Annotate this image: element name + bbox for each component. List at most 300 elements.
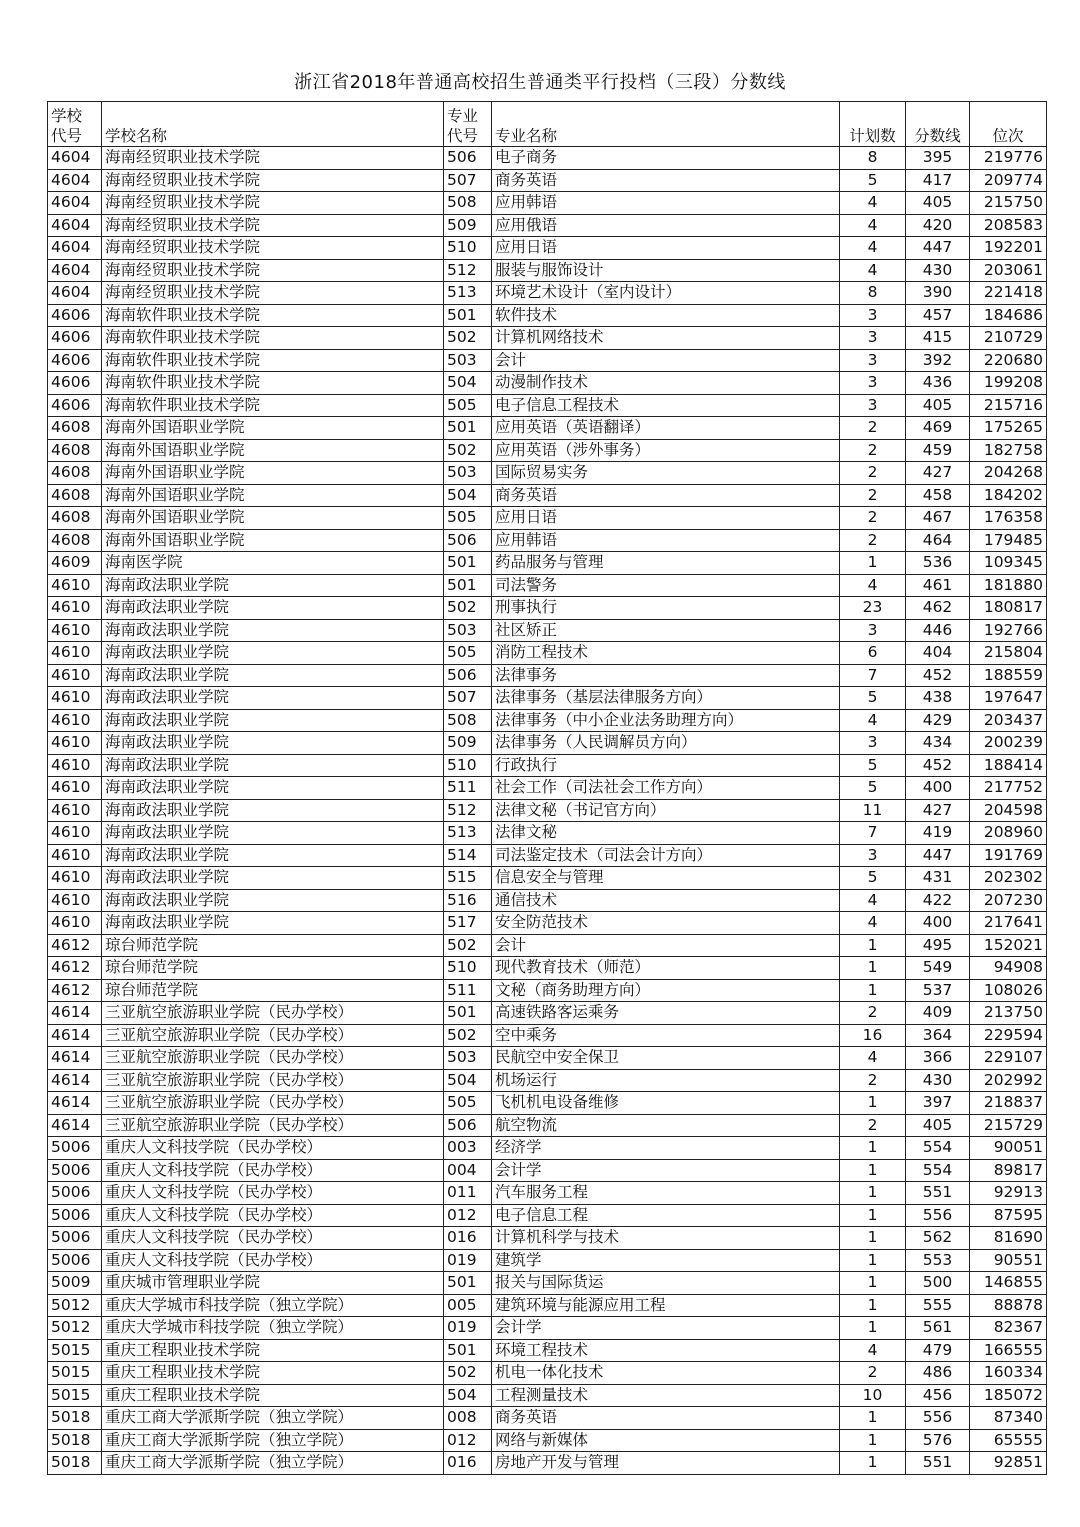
cell-score: 576 (906, 1429, 970, 1452)
cell-plan: 11 (840, 799, 906, 822)
table-row (48, 1317, 1047, 1340)
table-row (48, 394, 1047, 417)
cell-major-code: 506 (444, 1114, 492, 1137)
table-row (48, 844, 1047, 867)
cell-score: 405 (906, 192, 970, 215)
table-row (48, 979, 1047, 1002)
cell-score: 462 (906, 597, 970, 620)
cell-score: 486 (906, 1362, 970, 1385)
cell-rank: 191769 (970, 844, 1047, 867)
cell-rank: 217752 (970, 777, 1047, 800)
cell-rank: 210729 (970, 327, 1047, 350)
cell-major-name: 行政执行 (492, 754, 840, 777)
cell-school-code: 4610 (48, 619, 102, 642)
cell-school-code: 4610 (48, 822, 102, 845)
cell-school-code: 4606 (48, 394, 102, 417)
cell-major-code: 509 (444, 732, 492, 755)
cell-school-code: 4610 (48, 889, 102, 912)
table-row (48, 1204, 1047, 1227)
cell-major-code: 507 (444, 169, 492, 192)
cell-major-code: 511 (444, 979, 492, 1002)
cell-major-name: 文秘（商务助理方向） (492, 979, 840, 1002)
cell-rank: 87595 (970, 1204, 1047, 1227)
cell-major-code: 501 (444, 417, 492, 440)
cell-plan: 3 (840, 844, 906, 867)
table-row (48, 1407, 1047, 1430)
table-row (48, 282, 1047, 305)
cell-plan: 1 (840, 1452, 906, 1475)
cell-school-code: 4610 (48, 844, 102, 867)
cell-rank: 204268 (970, 462, 1047, 485)
cell-major-name: 会计学 (492, 1159, 840, 1182)
cell-major-code: 513 (444, 282, 492, 305)
cell-major-name: 法律事务（人民调解员方向） (492, 732, 840, 755)
cell-school-code: 4608 (48, 484, 102, 507)
cell-rank: 215750 (970, 192, 1047, 215)
cell-score: 447 (906, 844, 970, 867)
cell-major-name: 环境工程技术 (492, 1339, 840, 1362)
cell-rank: 215716 (970, 394, 1047, 417)
cell-plan: 2 (840, 1069, 906, 1092)
cell-major-name: 报关与国际货运 (492, 1272, 840, 1295)
cell-school-code: 5018 (48, 1429, 102, 1452)
cell-rank: 92913 (970, 1182, 1047, 1205)
table-row (48, 709, 1047, 732)
cell-score: 409 (906, 1002, 970, 1025)
cell-score: 447 (906, 237, 970, 260)
cell-score: 459 (906, 439, 970, 462)
cell-major-name: 汽车服务工程 (492, 1182, 840, 1205)
cell-plan: 16 (840, 1024, 906, 1047)
cell-rank: 184686 (970, 304, 1047, 327)
cell-major-name: 药品服务与管理 (492, 552, 840, 575)
cell-rank: 181880 (970, 574, 1047, 597)
table-row (48, 1362, 1047, 1385)
table-row (48, 574, 1047, 597)
table-row (48, 529, 1047, 552)
cell-rank: 215804 (970, 642, 1047, 665)
cell-school-name: 海南软件职业技术学院 (102, 304, 444, 327)
cell-major-name: 应用韩语 (492, 192, 840, 215)
cell-score: 390 (906, 282, 970, 305)
table-row (48, 822, 1047, 845)
cell-major-name: 会计 (492, 934, 840, 957)
cell-school-code: 4604 (48, 214, 102, 237)
header-score: 分数线 (906, 102, 970, 147)
cell-plan: 1 (840, 1249, 906, 1272)
cell-score: 452 (906, 754, 970, 777)
cell-score: 537 (906, 979, 970, 1002)
cell-school-name: 三亚航空旅游职业学院（民办学校） (102, 1002, 444, 1025)
cell-major-code: 503 (444, 349, 492, 372)
cell-major-code: 012 (444, 1429, 492, 1452)
cell-rank: 180817 (970, 597, 1047, 620)
cell-major-code: 505 (444, 1092, 492, 1115)
cell-rank: 208960 (970, 822, 1047, 845)
cell-school-name: 海南经贸职业技术学院 (102, 169, 444, 192)
cell-school-name: 海南经贸职业技术学院 (102, 192, 444, 215)
cell-major-code: 502 (444, 597, 492, 620)
table-row (48, 664, 1047, 687)
cell-score: 430 (906, 1069, 970, 1092)
cell-score: 430 (906, 259, 970, 282)
cell-plan: 7 (840, 664, 906, 687)
table-row (48, 799, 1047, 822)
cell-school-code: 5006 (48, 1249, 102, 1272)
cell-major-code: 012 (444, 1204, 492, 1227)
cell-school-name: 琼台师范学院 (102, 934, 444, 957)
cell-rank: 197647 (970, 687, 1047, 710)
cell-major-code: 517 (444, 912, 492, 935)
cell-school-code: 4608 (48, 462, 102, 485)
cell-plan: 2 (840, 462, 906, 485)
cell-major-name: 国际贸易实务 (492, 462, 840, 485)
cell-rank: 192201 (970, 237, 1047, 260)
cell-school-code: 4612 (48, 957, 102, 980)
cell-rank: 176358 (970, 507, 1047, 530)
cell-score: 452 (906, 664, 970, 687)
cell-score: 366 (906, 1047, 970, 1070)
cell-plan: 4 (840, 889, 906, 912)
table-row (48, 1429, 1047, 1452)
cell-plan: 2 (840, 1002, 906, 1025)
cell-major-code: 502 (444, 439, 492, 462)
cell-school-name: 三亚航空旅游职业学院（民办学校） (102, 1069, 444, 1092)
cell-major-code: 513 (444, 822, 492, 845)
cell-major-code: 508 (444, 709, 492, 732)
cell-school-name: 海南外国语职业学院 (102, 484, 444, 507)
cell-plan: 3 (840, 394, 906, 417)
cell-school-code: 4610 (48, 732, 102, 755)
cell-major-name: 通信技术 (492, 889, 840, 912)
cell-rank: 109345 (970, 552, 1047, 575)
cell-score: 561 (906, 1317, 970, 1340)
cell-rank: 229107 (970, 1047, 1047, 1070)
cell-major-name: 商务英语 (492, 169, 840, 192)
table-row (48, 1069, 1047, 1092)
cell-school-name: 重庆工程职业技术学院 (102, 1384, 444, 1407)
cell-major-name: 法律事务（中小企业法务助理方向） (492, 709, 840, 732)
cell-major-name: 应用日语 (492, 507, 840, 530)
cell-score: 551 (906, 1452, 970, 1475)
cell-plan: 2 (840, 507, 906, 530)
cell-major-code: 504 (444, 372, 492, 395)
cell-major-name: 电子信息工程 (492, 1204, 840, 1227)
cell-major-name: 网络与新媒体 (492, 1429, 840, 1452)
cell-school-name: 海南医学院 (102, 552, 444, 575)
cell-major-code: 512 (444, 259, 492, 282)
cell-major-name: 软件技术 (492, 304, 840, 327)
cell-major-code: 506 (444, 529, 492, 552)
cell-score: 536 (906, 552, 970, 575)
cell-major-code: 005 (444, 1294, 492, 1317)
cell-major-name: 电子商务 (492, 147, 840, 170)
cell-major-name: 房地产开发与管理 (492, 1452, 840, 1475)
cell-school-code: 4608 (48, 529, 102, 552)
cell-major-code: 011 (444, 1182, 492, 1205)
cell-school-name: 海南软件职业技术学院 (102, 372, 444, 395)
cell-rank: 94908 (970, 957, 1047, 980)
cell-score: 458 (906, 484, 970, 507)
cell-school-name: 三亚航空旅游职业学院（民办学校） (102, 1092, 444, 1115)
table-row (48, 372, 1047, 395)
cell-plan: 2 (840, 1114, 906, 1137)
cell-school-code: 5015 (48, 1339, 102, 1362)
cell-score: 392 (906, 349, 970, 372)
cell-major-name: 法律事务（基层法律服务方向） (492, 687, 840, 710)
cell-plan: 1 (840, 1137, 906, 1160)
cell-plan: 1 (840, 957, 906, 980)
table-row (48, 1002, 1047, 1025)
table-row (48, 349, 1047, 372)
header-major-name: 专业名称 (492, 102, 840, 147)
cell-rank: 108026 (970, 979, 1047, 1002)
cell-major-code: 509 (444, 214, 492, 237)
header-rank: 位次 (970, 102, 1047, 147)
cell-major-code: 510 (444, 754, 492, 777)
cell-major-name: 法律事务 (492, 664, 840, 687)
table-row (48, 732, 1047, 755)
cell-major-code: 501 (444, 304, 492, 327)
cell-rank: 215729 (970, 1114, 1047, 1137)
table-row (48, 619, 1047, 642)
cell-school-name: 重庆人文科技学院（民办学校） (102, 1249, 444, 1272)
cell-major-code: 508 (444, 192, 492, 215)
cell-plan: 3 (840, 304, 906, 327)
cell-score: 422 (906, 889, 970, 912)
cell-score: 554 (906, 1137, 970, 1160)
cell-school-code: 4606 (48, 327, 102, 350)
cell-rank: 81690 (970, 1227, 1047, 1250)
cell-score: 500 (906, 1272, 970, 1295)
cell-major-name: 司法鉴定技术（司法会计方向） (492, 844, 840, 867)
table-row (48, 912, 1047, 935)
cell-plan: 1 (840, 1272, 906, 1295)
table-row (48, 1227, 1047, 1250)
cell-school-code: 4610 (48, 799, 102, 822)
cell-school-name: 海南软件职业技术学院 (102, 394, 444, 417)
cell-major-name: 计算机网络技术 (492, 327, 840, 350)
cell-school-code: 5006 (48, 1227, 102, 1250)
cell-school-name: 重庆人文科技学院（民办学校） (102, 1204, 444, 1227)
cell-score: 553 (906, 1249, 970, 1272)
cell-school-code: 4614 (48, 1047, 102, 1070)
cell-score: 400 (906, 777, 970, 800)
cell-score: 554 (906, 1159, 970, 1182)
cell-major-code: 019 (444, 1249, 492, 1272)
cell-plan: 3 (840, 327, 906, 350)
cell-major-code: 507 (444, 687, 492, 710)
cell-school-code: 4608 (48, 417, 102, 440)
cell-score: 404 (906, 642, 970, 665)
cell-major-code: 503 (444, 619, 492, 642)
table-header-row (48, 102, 1047, 147)
cell-score: 405 (906, 394, 970, 417)
cell-plan: 4 (840, 1339, 906, 1362)
cell-score: 395 (906, 147, 970, 170)
table-row (48, 957, 1047, 980)
cell-major-name: 机场运行 (492, 1069, 840, 1092)
cell-major-name: 电子信息工程技术 (492, 394, 840, 417)
cell-major-code: 506 (444, 147, 492, 170)
cell-score: 464 (906, 529, 970, 552)
cell-school-code: 4610 (48, 642, 102, 665)
cell-score: 427 (906, 799, 970, 822)
cell-plan: 4 (840, 214, 906, 237)
cell-rank: 229594 (970, 1024, 1047, 1047)
cell-rank: 218837 (970, 1092, 1047, 1115)
cell-school-name: 海南政法职业学院 (102, 777, 444, 800)
cell-major-code: 515 (444, 867, 492, 890)
table-row (48, 259, 1047, 282)
cell-rank: 90051 (970, 1137, 1047, 1160)
table-row (48, 597, 1047, 620)
cell-plan: 1 (840, 1204, 906, 1227)
table-row (48, 1249, 1047, 1272)
cell-major-name: 服装与服饰设计 (492, 259, 840, 282)
header-school-code (48, 102, 102, 147)
cell-rank: 184202 (970, 484, 1047, 507)
cell-rank: 209774 (970, 169, 1047, 192)
cell-major-code: 516 (444, 889, 492, 912)
cell-major-name: 司法警务 (492, 574, 840, 597)
cell-school-code: 4604 (48, 259, 102, 282)
cell-rank: 87340 (970, 1407, 1047, 1430)
cell-school-code: 4604 (48, 147, 102, 170)
table-row (48, 1272, 1047, 1295)
cell-school-name: 重庆工商大学派斯学院（独立学院） (102, 1452, 444, 1475)
cell-plan: 1 (840, 1092, 906, 1115)
cell-major-code: 501 (444, 1002, 492, 1025)
table-body (48, 147, 1047, 1475)
cell-plan: 6 (840, 642, 906, 665)
cell-school-name: 海南政法职业学院 (102, 822, 444, 845)
cell-plan: 1 (840, 979, 906, 1002)
cell-score: 479 (906, 1339, 970, 1362)
cell-plan: 3 (840, 349, 906, 372)
cell-score: 431 (906, 867, 970, 890)
table-row (48, 1182, 1047, 1205)
table-row (48, 934, 1047, 957)
cell-major-code: 502 (444, 934, 492, 957)
cell-school-name: 海南政法职业学院 (102, 867, 444, 890)
cell-major-code: 510 (444, 957, 492, 980)
table-row (48, 1047, 1047, 1070)
cell-score: 456 (906, 1384, 970, 1407)
cell-school-code: 5018 (48, 1452, 102, 1475)
cell-score: 405 (906, 1114, 970, 1137)
table-row (48, 417, 1047, 440)
table-row (48, 439, 1047, 462)
cell-major-name: 机电一体化技术 (492, 1362, 840, 1385)
cell-major-name: 会计学 (492, 1317, 840, 1340)
cell-plan: 2 (840, 529, 906, 552)
cell-school-code: 5009 (48, 1272, 102, 1295)
cell-plan: 1 (840, 1294, 906, 1317)
cell-major-name: 工程测量技术 (492, 1384, 840, 1407)
cell-score: 400 (906, 912, 970, 935)
cell-school-name: 海南政法职业学院 (102, 799, 444, 822)
cell-major-code: 505 (444, 642, 492, 665)
cell-major-name: 民航空中安全保卫 (492, 1047, 840, 1070)
table-row (48, 1339, 1047, 1362)
cell-major-code: 502 (444, 327, 492, 350)
cell-plan: 7 (840, 822, 906, 845)
cell-major-name: 应用英语（涉外事务） (492, 439, 840, 462)
cell-school-code: 4610 (48, 574, 102, 597)
cell-school-code: 4614 (48, 1024, 102, 1047)
cell-score: 495 (906, 934, 970, 957)
score-table (47, 101, 1047, 1475)
cell-rank: 88878 (970, 1294, 1047, 1317)
table-row (48, 889, 1047, 912)
cell-major-name: 环境艺术设计（室内设计） (492, 282, 840, 305)
cell-rank: 82367 (970, 1317, 1047, 1340)
cell-plan: 23 (840, 597, 906, 620)
cell-major-code: 505 (444, 394, 492, 417)
cell-major-name: 飞机机电设备维修 (492, 1092, 840, 1115)
cell-school-name: 三亚航空旅游职业学院（民办学校） (102, 1024, 444, 1047)
cell-major-name: 应用俄语 (492, 214, 840, 237)
cell-major-code: 511 (444, 777, 492, 800)
cell-plan: 4 (840, 574, 906, 597)
cell-school-code: 4604 (48, 169, 102, 192)
cell-school-name: 海南外国语职业学院 (102, 462, 444, 485)
cell-rank: 182758 (970, 439, 1047, 462)
cell-major-name: 商务英语 (492, 1407, 840, 1430)
cell-score: 549 (906, 957, 970, 980)
cell-rank: 160334 (970, 1362, 1047, 1385)
cell-plan: 1 (840, 552, 906, 575)
cell-plan: 1 (840, 1227, 906, 1250)
cell-school-code: 4610 (48, 867, 102, 890)
cell-rank: 207230 (970, 889, 1047, 912)
table-row (48, 214, 1047, 237)
cell-school-name: 海南政法职业学院 (102, 709, 444, 732)
cell-plan: 4 (840, 237, 906, 260)
cell-school-code: 4604 (48, 192, 102, 215)
cell-plan: 3 (840, 732, 906, 755)
cell-rank: 213750 (970, 1002, 1047, 1025)
cell-school-code: 5006 (48, 1137, 102, 1160)
cell-school-name: 海南外国语职业学院 (102, 507, 444, 530)
cell-major-name: 消防工程技术 (492, 642, 840, 665)
cell-school-name: 琼台师范学院 (102, 979, 444, 1002)
cell-school-code: 4610 (48, 777, 102, 800)
cell-school-code: 4606 (48, 349, 102, 372)
cell-major-name: 空中乘务 (492, 1024, 840, 1047)
cell-rank: 199208 (970, 372, 1047, 395)
header-plan: 计划数 (840, 102, 906, 147)
cell-school-name: 重庆人文科技学院（民办学校） (102, 1182, 444, 1205)
cell-rank: 192766 (970, 619, 1047, 642)
cell-rank: 90551 (970, 1249, 1047, 1272)
cell-major-code: 514 (444, 844, 492, 867)
cell-major-code: 505 (444, 507, 492, 530)
cell-plan: 1 (840, 1429, 906, 1452)
cell-school-code: 4610 (48, 664, 102, 687)
cell-rank: 221418 (970, 282, 1047, 305)
table-row (48, 867, 1047, 890)
cell-school-name: 海南政法职业学院 (102, 844, 444, 867)
cell-school-name: 海南政法职业学院 (102, 574, 444, 597)
table-row (48, 1114, 1047, 1137)
cell-plan: 5 (840, 687, 906, 710)
cell-rank: 202992 (970, 1069, 1047, 1092)
header-school-code-line2: 代号 (51, 127, 83, 145)
cell-school-code: 4610 (48, 597, 102, 620)
cell-school-name: 重庆工程职业技术学院 (102, 1339, 444, 1362)
